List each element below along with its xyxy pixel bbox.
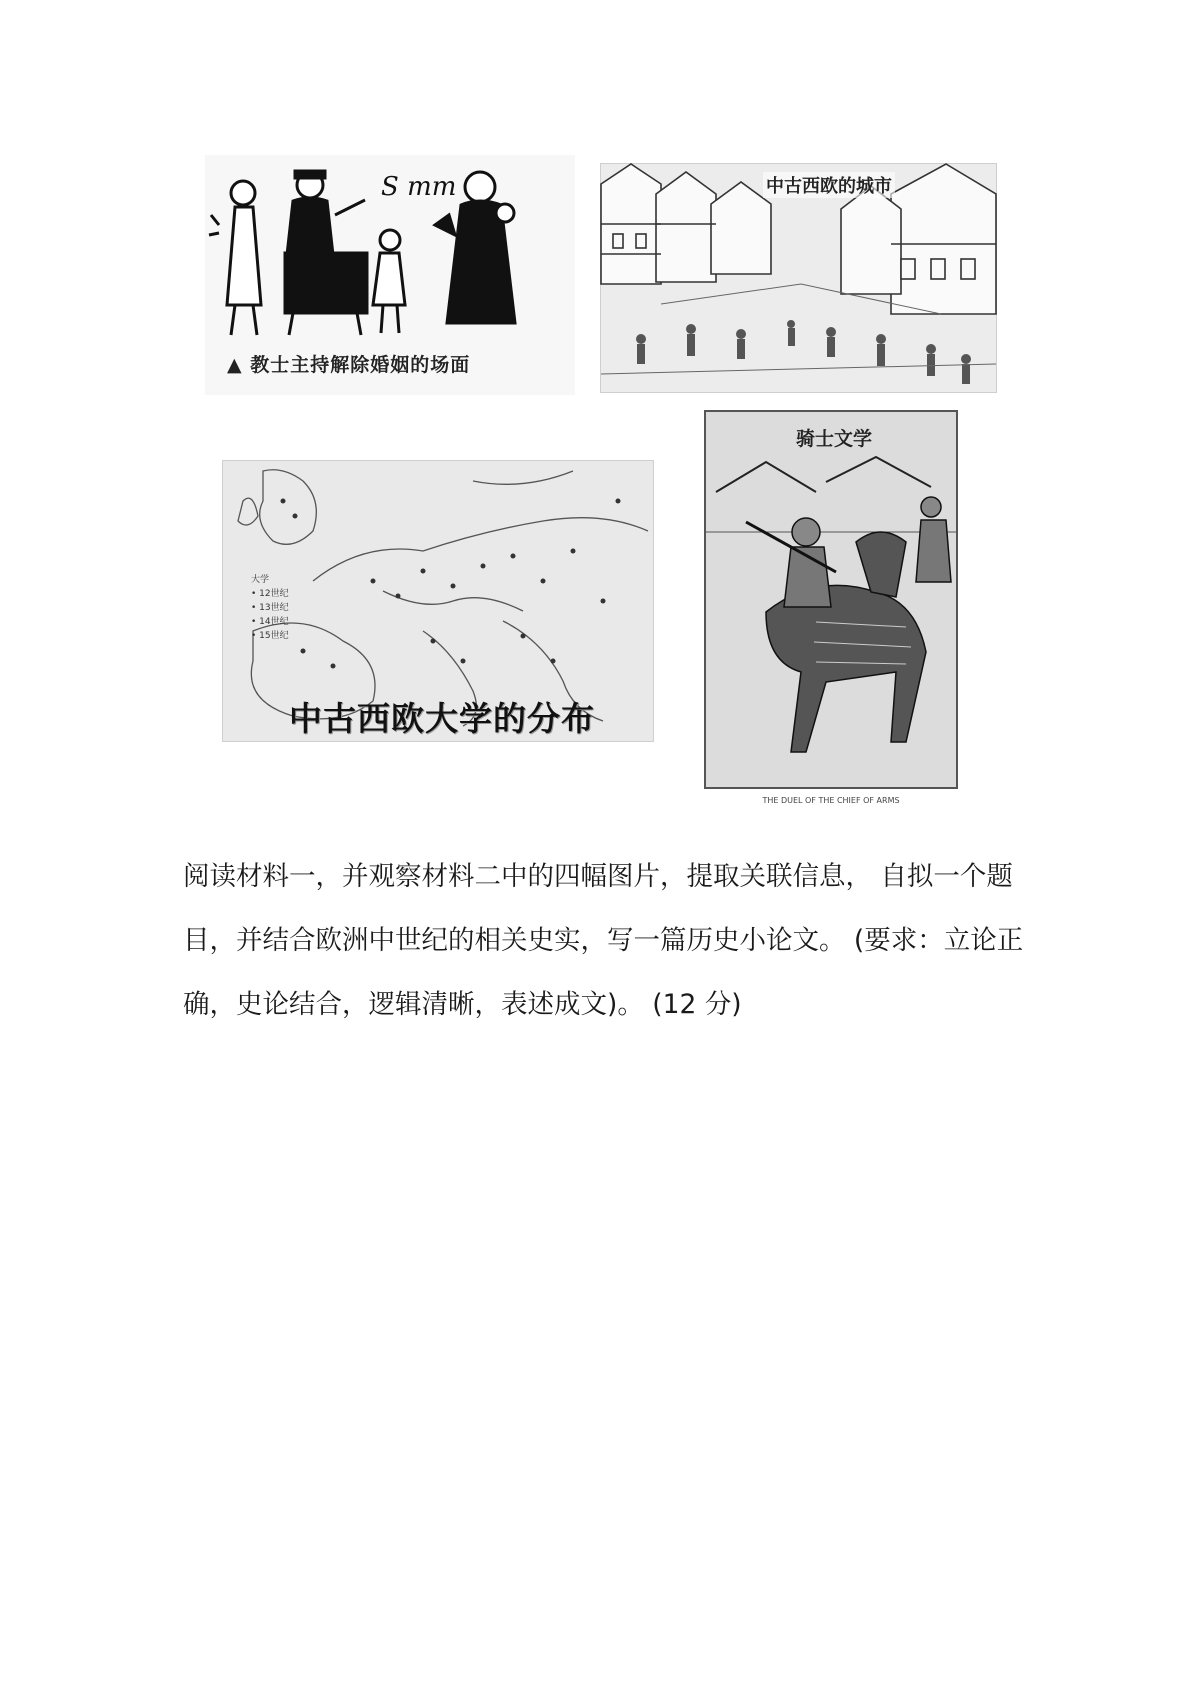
figure-university-map xyxy=(222,460,654,742)
legend-item: • 14世纪 xyxy=(251,617,289,627)
question-text: 阅读材料一，并观察材料二中的四幅图片，提取关联信息， 自拟一个题目，并结合欧洲中世纪的相关史实，写一篇历史小论文。 (要求：立论正确，史论结合，逻辑清晰，表述成文)。 (12 分) xyxy=(183,861,1024,1020)
legend-item: • 12世纪 xyxy=(251,589,289,599)
legend-title: 大学 xyxy=(251,575,270,585)
script-text: S mm xyxy=(381,172,457,202)
knight-literature-caption: 骑士文学 xyxy=(796,428,873,450)
medieval-city-caption: 中古西欧的城市 xyxy=(763,172,895,198)
figure-divorce-scene xyxy=(205,155,575,395)
knight-literature-note: THE DUEL OF THE CHIEF OF ARMS xyxy=(762,796,900,805)
figure-medieval-city xyxy=(600,163,997,393)
medieval-city-illustration xyxy=(601,164,996,392)
map-legend xyxy=(251,573,289,643)
figure-knight-literature xyxy=(704,410,958,805)
divorce-scene-caption: ▲ 教士主持解除婚姻的场面 xyxy=(227,354,471,376)
legend-item: • 13世纪 xyxy=(251,603,289,613)
knight-illustration xyxy=(706,412,956,787)
university-map-caption: 中古西欧大学的分布 xyxy=(289,699,595,738)
legend-item: • 15世纪 xyxy=(251,631,289,641)
